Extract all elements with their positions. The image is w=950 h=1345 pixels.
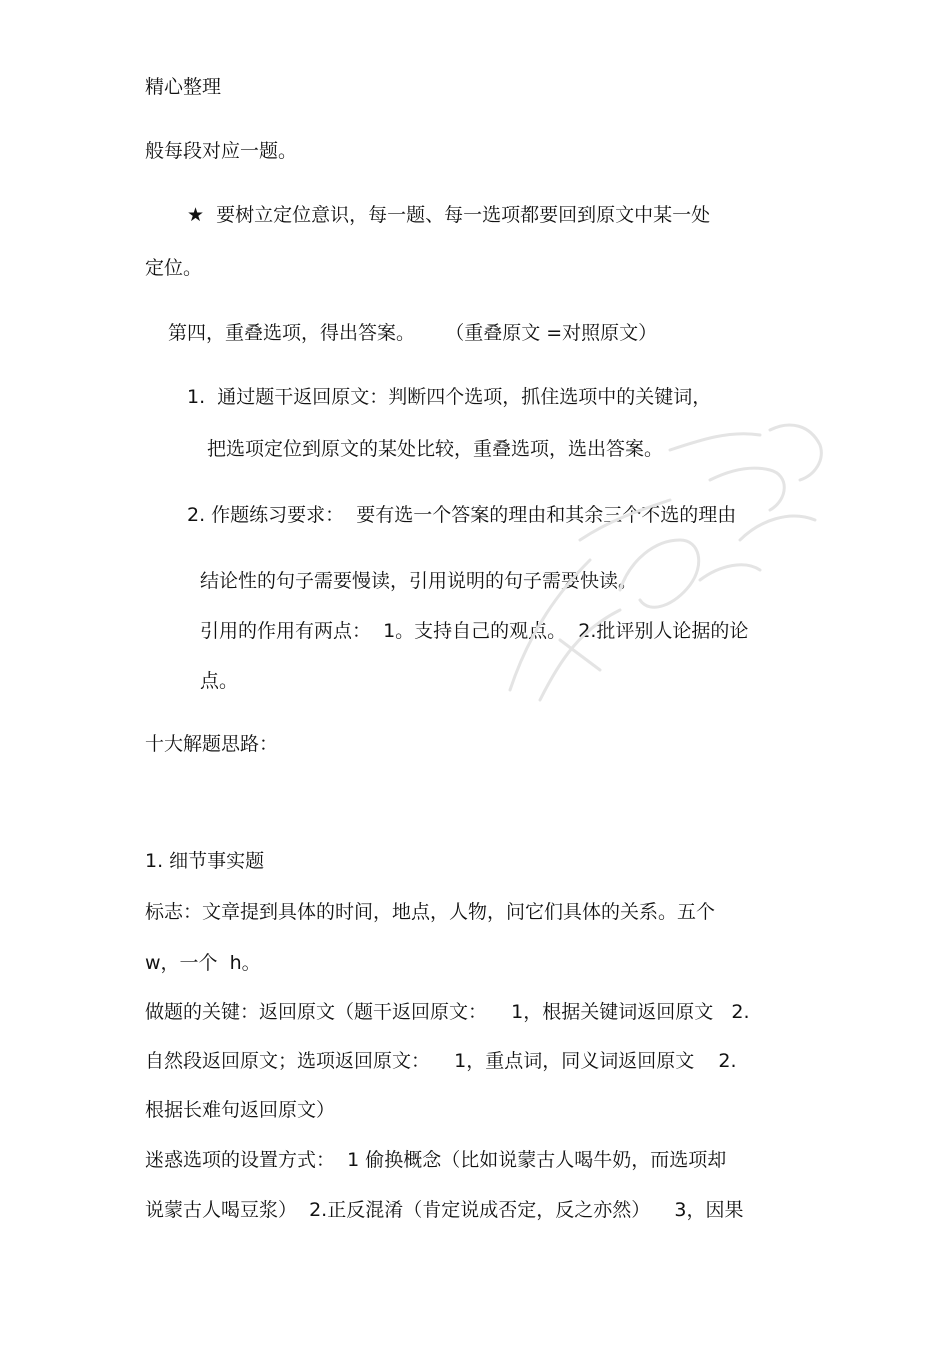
body-line: 结论性的句子需要慢读，引用说明的句子需要快读。 [200, 570, 638, 592]
body-line: 引用的作用有两点： 1。支持自己的观点。 2.批评别人论据的论 [200, 620, 749, 642]
body-line: 定位。 [145, 257, 203, 279]
body-line: 根据长难句返回原文） [145, 1099, 336, 1121]
body-line: 做题的关键：返回原文（题干返回原文： 1，根据关键词返回原文 2. [145, 1001, 750, 1023]
section-heading: 十大解题思路： [145, 733, 279, 755]
body-line: 自然段返回原文；选项返回原文： 1，重点词，同义词返回原文 2. [145, 1050, 737, 1072]
list-item-continuation: 把选项定位到原文的某处比较，重叠选项，选出答案。 [207, 438, 664, 460]
body-line: w，一个 h。 [145, 952, 261, 974]
body-line: 点。 [200, 670, 239, 692]
subsection-heading: 1. 细节事实题 [145, 850, 265, 872]
body-line: 标志：文章提到具体的时间，地点，人物，问它们具体的关系。五个 [145, 901, 716, 923]
body-line: 般每段对应一题。 [145, 140, 298, 162]
body-line: ★ 要树立定位意识，每一题、每一选项都要回到原文中某一处 [187, 204, 711, 226]
list-item: 1. 通过题干返回原文：判断四个选项，抓住选项中的关键词， [187, 386, 712, 408]
body-line: 说蒙古人喝豆浆） 2.正反混淆（肯定说成否定，反之亦然） 3，因果 [145, 1199, 744, 1221]
body-line: 迷惑选项的设置方式： 1 偷换概念（比如说蒙古人喝牛奶，而选项却 [145, 1149, 727, 1171]
list-item: 2. 作题练习要求： 要有选一个答案的理由和其余三个不选的理由 [187, 504, 737, 526]
section-heading: 第四，重叠选项，得出答案。 （重叠原文 =对照原文） [168, 322, 658, 344]
page-header: 精心整理 [145, 76, 222, 98]
